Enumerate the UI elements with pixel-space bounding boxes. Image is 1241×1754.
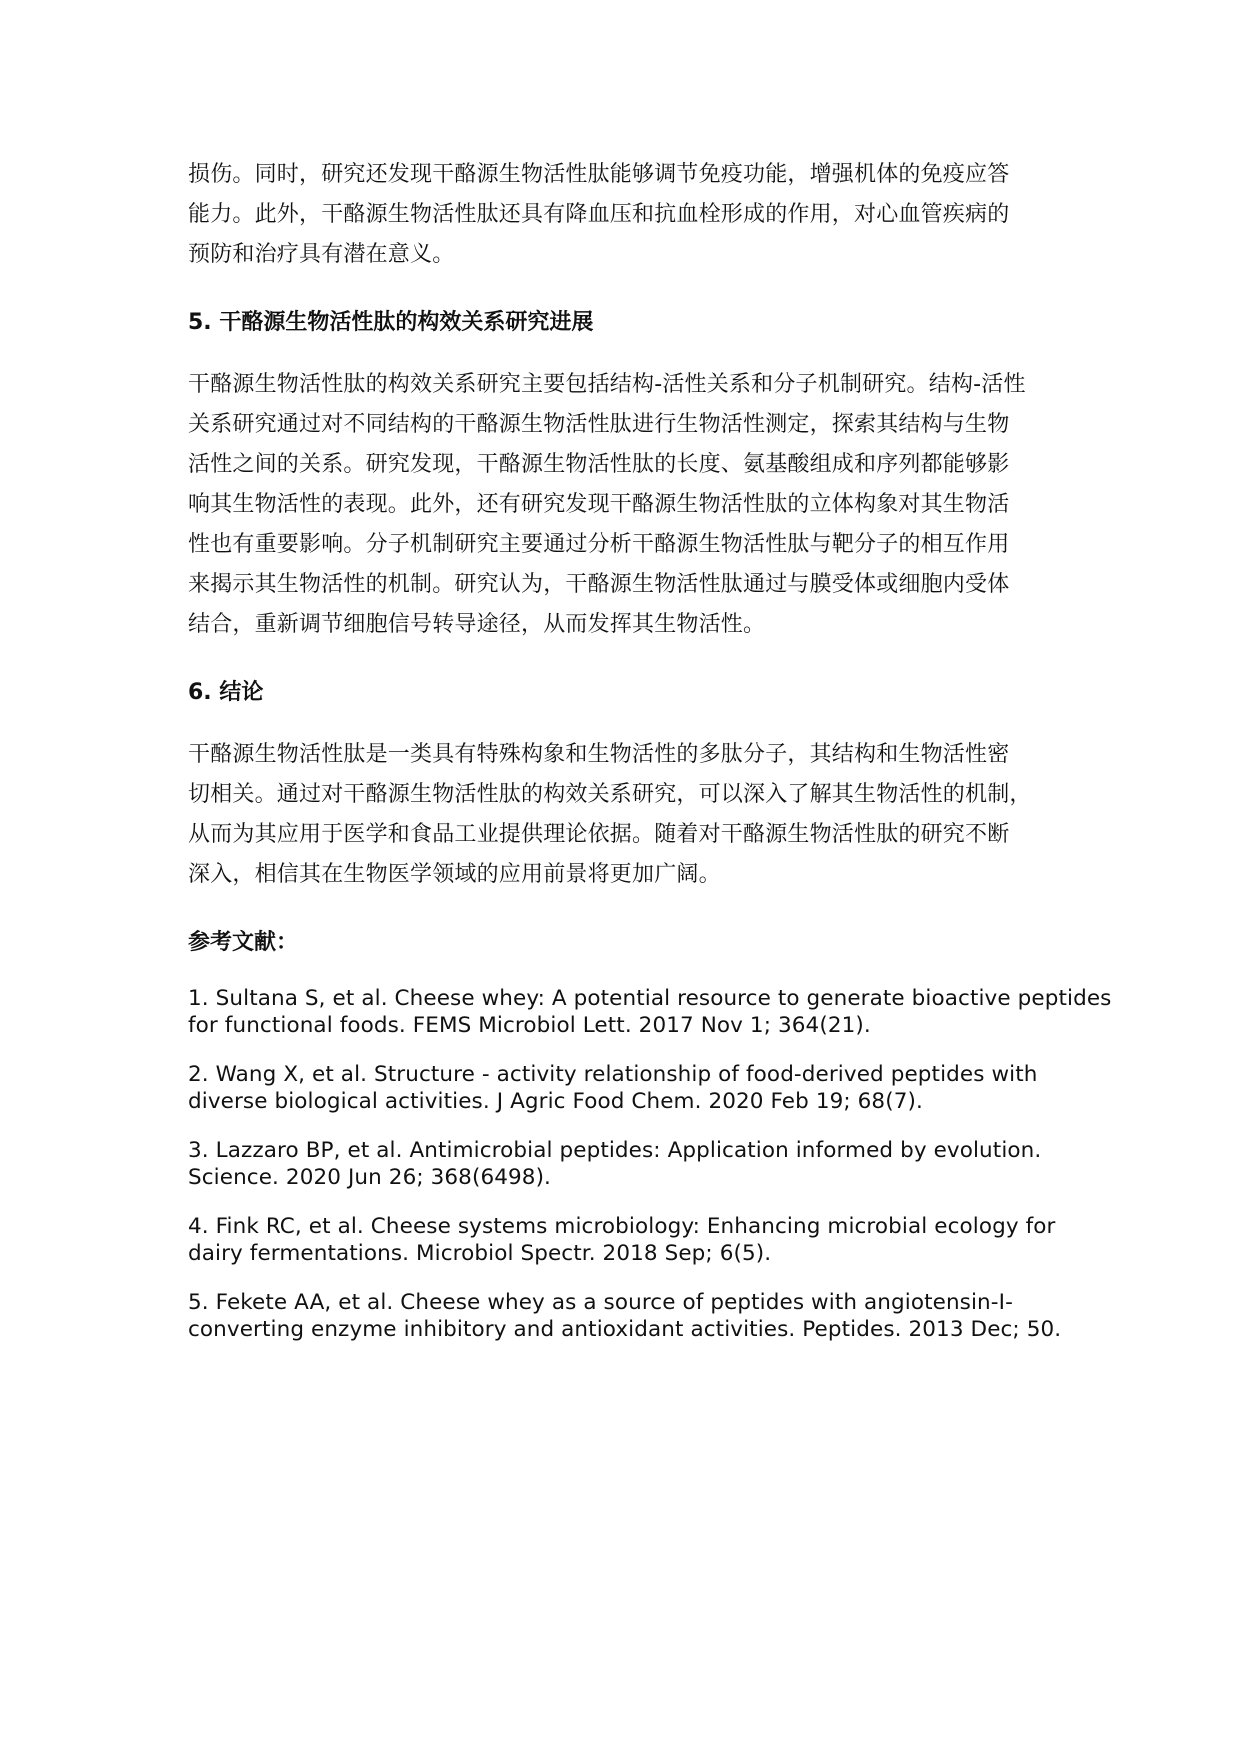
paragraph-line: 性也有重要影响。分子机制研究主要通过分析干酪源生物活性肽与靶分子的相互作用 (188, 532, 1010, 557)
paragraph-line: 关系研究通过对不同结构的干酪源生物活性肽进行生物活性测定，探索其结构与生物 (188, 412, 1010, 437)
reference-line: diverse biological activities. J Agric Food Chem. 2020 Feb 19; 68(7). (188, 1089, 923, 1114)
reference-item (188, 1137, 1068, 1191)
section-5-paragraph (188, 365, 1068, 645)
paragraph-line: 预防和治疗具有潜在意义。 (188, 242, 455, 267)
paragraph-line: 从而为其应用于医学和食品工业提供理论依据。随着对干酪源生物活性肽的研究不断 (188, 822, 1010, 847)
reference-item (188, 1213, 1068, 1267)
reference-line: 1. Sultana S, et al. Cheese whey: A potential resource to generate bioactive peptides (188, 986, 1112, 1011)
section-5-heading: 5. 干酪源生物活性肽的构效关系研究进展 (188, 310, 594, 335)
paragraph-line: 损伤。同时，研究还发现干酪源生物活性肽能够调节免疫功能，增强机体的免疫应答 (188, 162, 1010, 187)
paragraph-line: 干酪源生物活性肽的构效关系研究主要包括结构-活性关系和分子机制研究。结构-活性 (188, 372, 1026, 397)
paragraph-line: 响其生物活性的表现。此外，还有研究发现干酪源生物活性肽的立体构象对其生物活 (188, 492, 1010, 517)
reference-item (188, 1061, 1068, 1115)
paragraph-line: 活性之间的关系。研究发现，干酪源生物活性肽的长度、氨基酸组成和序列都能够影 (188, 452, 1010, 477)
reference-line: dairy fermentations. Microbiol Spectr. 2018 Sep; 6(5). (188, 1241, 772, 1266)
reference-line: 2. Wang X, et al. Structure - activity relationship of food-derived peptides with (188, 1062, 1038, 1087)
reference-line: Science. 2020 Jun 26; 368(6498). (188, 1165, 551, 1190)
references-heading: 参考文献： (188, 930, 299, 955)
reference-item (188, 985, 1112, 1039)
section-6-heading: 6. 结论 (188, 680, 264, 705)
section-6-paragraph (188, 735, 1068, 895)
intro-paragraph (188, 155, 1068, 275)
reference-item (188, 1289, 1068, 1343)
reference-line: 5. Fekete AA, et al. Cheese whey as a source of peptides with angiotensin-I- (188, 1290, 1013, 1315)
document-page (188, 155, 1112, 1343)
reference-line: 4. Fink RC, et al. Cheese systems microbiology: Enhancing microbial ecology for (188, 1214, 1056, 1239)
paragraph-line: 深入，相信其在生物医学领域的应用前景将更加广阔。 (188, 862, 721, 887)
reference-line: converting enzyme inhibitory and antioxidant activities. Peptides. 2013 Dec; 50. (188, 1317, 1062, 1342)
paragraph-line: 切相关。通过对干酪源生物活性肽的构效关系研究，可以深入了解其生物活性的机制， (188, 782, 1032, 807)
paragraph-line: 干酪源生物活性肽是一类具有特殊构象和生物活性的多肽分子，其结构和生物活性密 (188, 742, 1010, 767)
paragraph-line: 结合，重新调节细胞信号转导途径，从而发挥其生物活性。 (188, 612, 766, 637)
reference-line: 3. Lazzaro BP, et al. Antimicrobial peptides: Application informed by evolution. (188, 1138, 1042, 1163)
paragraph-line: 来揭示其生物活性的机制。研究认为，干酪源生物活性肽通过与膜受体或细胞内受体 (188, 572, 1010, 597)
reference-line: for functional foods. FEMS Microbiol Lett. 2017 Nov 1; 364(21). (188, 1013, 871, 1038)
paragraph-line: 能力。此外，干酪源生物活性肽还具有降血压和抗血栓形成的作用，对心血管疾病的 (188, 202, 1010, 227)
